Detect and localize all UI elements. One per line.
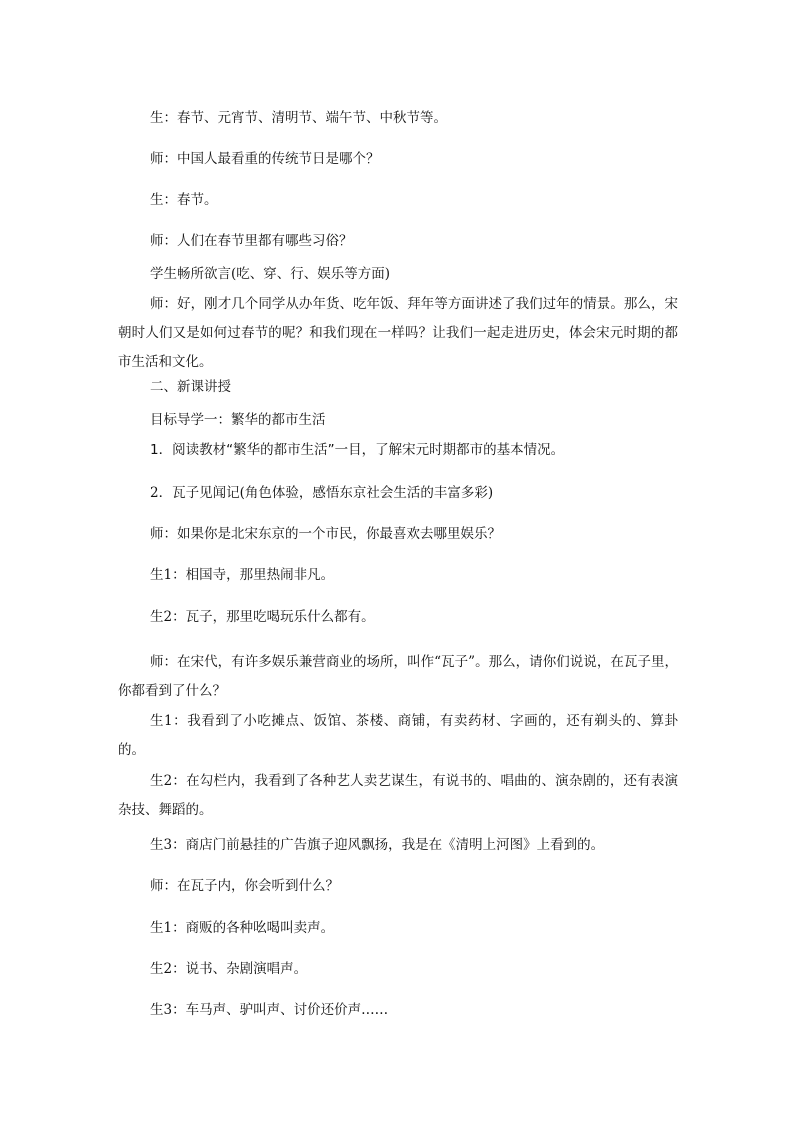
task-1-read-textbook: 1．阅读教材“繁华的都市生活”一目，了解宋元时期都市的基本情况。 <box>150 442 565 458</box>
goal-heading-urban-life: 目标导学一：繁华的都市生活 <box>150 412 326 428</box>
teacher-question-hear: 师：在瓦子内，你会听到什么？ <box>150 878 339 894</box>
student-answer-festivals: 生：春节、元宵节、清明节、端午节、中秋节等。 <box>150 110 447 126</box>
student2-goulan-paragraph: 生2：在勾栏内，我看到了各种艺人卖艺谋生，有说书的、唱曲的、演杂剧的，还有表演杂技、舞蹈的。 <box>118 773 678 818</box>
student3-answer-ad-flags: 生3：商店门前悬挂的广告旗子迎风飘扬，我是在《清明上河图》上看到的。 <box>150 837 605 853</box>
teacher-intro-paragraph: 师：好，刚才几个同学从办年货、吃年饭、拜年等方面讲述了我们过年的情景。那么，宋朝时人们又是如何过春节的呢？和我们现在一样吗？让我们一起走进历史，体会宋元时期的都市生活和文化。 <box>118 296 678 370</box>
student1-answer-vendors: 生1：商贩的各种吆喝叫卖声。 <box>150 920 335 936</box>
teacher-question-most-valued: 师：中国人最看重的传统节日是哪个？ <box>150 151 380 167</box>
student3-answer-sounds: 生3：车马声、驴叫声、讨价还价声…… <box>150 1002 389 1018</box>
student-answer-spring-festival: 生：春节。 <box>150 192 218 208</box>
student2-answer-storytelling: 生2：说书、杂剧演唱声。 <box>150 961 308 977</box>
section-heading-new-lesson: 二、新课讲授 <box>150 379 231 395</box>
teacher-wazi-paragraph: 师：在宋代，有许多娱乐兼营商业的场所，叫作“瓦子”。那么，请你们说说，在瓦子里，你都看到了什么？ <box>118 654 678 699</box>
students-discussion-note: 学生畅所欲言(吃、穿、行、娱乐等方面) <box>150 266 391 282</box>
task-2-wazi-role-play: 2．瓦子见闻记(角色体验，感悟东京社会生活的丰富多彩) <box>150 485 494 501</box>
teacher-question-entertainment: 师：如果你是北宋东京的一个市民，你最喜欢去哪里娱乐？ <box>150 526 501 542</box>
student1-answer-xiangguo-temple: 生1：相国寺，那里热闹非凡。 <box>150 567 335 583</box>
student1-saw-paragraph: 生1：我看到了小吃摊点、饭馆、茶楼、商铺，有卖药材、字画的，还有剃头的、算卦的。 <box>118 713 678 758</box>
teacher-question-customs: 师：人们在春节里都有哪些习俗？ <box>150 233 353 249</box>
student2-answer-wazi: 生2：瓦子，那里吃喝玩乐什么都有。 <box>150 609 375 625</box>
